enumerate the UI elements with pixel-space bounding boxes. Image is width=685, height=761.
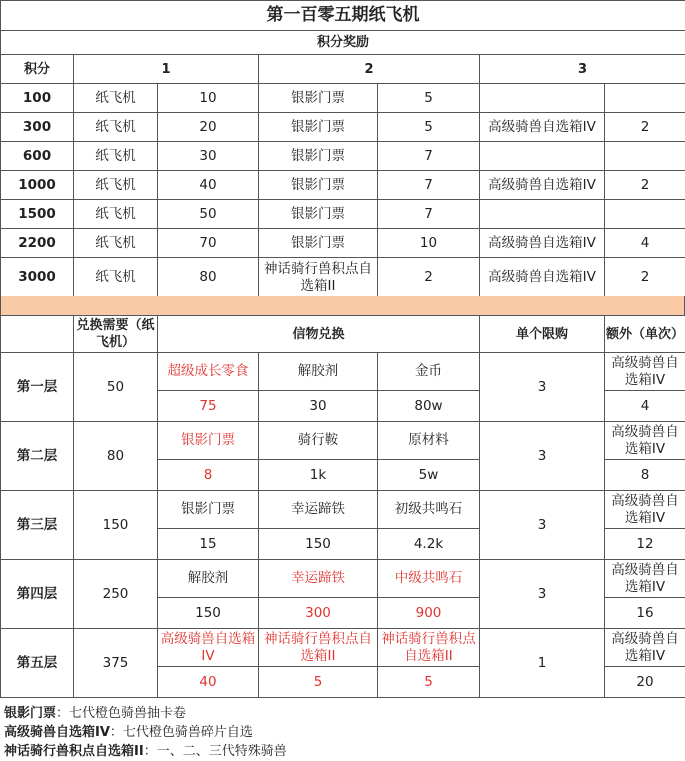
reward-qty-3: 2: [605, 113, 685, 142]
reward-qty-2: 2: [378, 258, 480, 298]
exchange-item-name: 骑行鞍: [259, 422, 378, 460]
reward-row: [1, 200, 685, 229]
layer-row: [1, 422, 685, 460]
glossary-term: 银影门票: [4, 706, 57, 721]
glossary-desc: ：一、二、三代特殊骑兽: [143, 744, 287, 759]
layer-column-header: [1, 316, 74, 353]
reward-qty-3: 2: [605, 171, 685, 200]
exchange-item-qty: 4.2k: [378, 529, 480, 560]
layer-extra-qty: 12: [605, 529, 685, 560]
reward-row: [1, 258, 685, 298]
section-divider-band: [0, 296, 685, 315]
reward-item-3: 高级骑兽自选箱IV: [480, 171, 605, 200]
need-column-header: 兑换需要（纸飞机）: [74, 316, 158, 353]
points-cell: 600: [1, 142, 74, 171]
glossary-note: [0, 723, 685, 742]
layer-name: 第四层: [1, 560, 74, 629]
exchange-item-name: 幸运蹄铁: [259, 491, 378, 529]
exchange-item-name: 幸运蹄铁: [259, 560, 378, 598]
layer-extra-item: 高级骑兽自选箱IV: [605, 422, 685, 460]
reward-qty-2: 5: [378, 113, 480, 142]
reward-qty-1: 80: [158, 258, 259, 298]
reward-qty-2: 10: [378, 229, 480, 258]
reward-qty-3: [605, 200, 685, 229]
points-cell: 3000: [1, 258, 74, 298]
points-cell: 2200: [1, 229, 74, 258]
glossary-desc: ：七代橙色骑兽抽卡卷: [56, 706, 187, 721]
layer-extra-item: 高级骑兽自选箱IV: [605, 353, 685, 391]
glossary-term: 高级骑兽自选箱IV: [4, 725, 110, 740]
reward-qty-1: 40: [158, 171, 259, 200]
exchange-item-name: 神话骑行兽积点自选箱II: [259, 629, 378, 667]
exchange-item-name: 解胶剂: [158, 560, 259, 598]
layer-extra-qty: 4: [605, 391, 685, 422]
reward-item-1: 纸飞机: [74, 113, 158, 142]
exchange-item-qty: 5: [378, 667, 480, 698]
reward-item-2: 银影门票: [259, 200, 378, 229]
reward-qty-3: 2: [605, 258, 685, 298]
glossary-desc: ：七代橙色骑兽碎片自选: [109, 725, 253, 740]
limit-column-header: 单个限购: [480, 316, 605, 353]
reward-item-3: 高级骑兽自选箱IV: [480, 229, 605, 258]
reward-item-1: 纸飞机: [74, 171, 158, 200]
exchange-table: [0, 315, 685, 698]
reward-group-header-2: 2: [259, 55, 480, 84]
reward-item-2: 银影门票: [259, 84, 378, 113]
reward-group-header-1: 1: [74, 55, 259, 84]
points-column-header: 积分: [1, 55, 74, 84]
reward-qty-1: 70: [158, 229, 259, 258]
exchange-item-qty: 150: [158, 598, 259, 629]
layer-row: [1, 353, 685, 391]
layer-limit: 1: [480, 629, 605, 698]
layer-need: 250: [74, 560, 158, 629]
reward-row: [1, 84, 685, 113]
exchange-item-qty: 300: [259, 598, 378, 629]
exchange-item-name: 神话骑行兽积点自选箱II: [378, 629, 480, 667]
reward-qty-2: 7: [378, 200, 480, 229]
reward-qty-3: [605, 84, 685, 113]
reward-row: [1, 229, 685, 258]
exchange-item-qty: 5w: [378, 460, 480, 491]
reward-qty-1: 10: [158, 84, 259, 113]
reward-item-2: 神话骑行兽积点自选箱II: [259, 258, 378, 298]
reward-qty-2: 5: [378, 84, 480, 113]
layer-extra-item: 高级骑兽自选箱IV: [605, 629, 685, 667]
layer-need: 150: [74, 491, 158, 560]
exchange-item-qty: 80w: [378, 391, 480, 422]
layer-limit: 3: [480, 491, 605, 560]
layer-extra-item: 高级骑兽自选箱IV: [605, 560, 685, 598]
layer-name: 第五层: [1, 629, 74, 698]
layer-need: 80: [74, 422, 158, 491]
reward-qty-1: 50: [158, 200, 259, 229]
layer-limit: 3: [480, 422, 605, 491]
layer-need: 50: [74, 353, 158, 422]
reward-item-2: 银影门票: [259, 142, 378, 171]
exchange-item-qty: 40: [158, 667, 259, 698]
exchange-item-qty: 1k: [259, 460, 378, 491]
exchange-item-name: 初级共鸣石: [378, 491, 480, 529]
reward-row: [1, 171, 685, 200]
layer-row: [1, 629, 685, 667]
layer-name: 第一层: [1, 353, 74, 422]
layer-extra-qty: 20: [605, 667, 685, 698]
points-cell: 300: [1, 113, 74, 142]
glossary-notes: [0, 704, 685, 761]
reward-section-heading: 积分奖励: [1, 31, 685, 55]
layer-extra-qty: 16: [605, 598, 685, 629]
reward-group-header-3: 3: [480, 55, 685, 84]
reward-item-1: 纸飞机: [74, 200, 158, 229]
layer-extra-qty: 8: [605, 460, 685, 491]
items-column-header: 信物兑换: [158, 316, 480, 353]
reward-item-3: 高级骑兽自选箱IV: [480, 258, 605, 298]
points-cell: 100: [1, 84, 74, 113]
reward-item-3: 高级骑兽自选箱IV: [480, 113, 605, 142]
exchange-item-qty: 75: [158, 391, 259, 422]
reward-item-2: 银影门票: [259, 113, 378, 142]
layer-name: 第三层: [1, 491, 74, 560]
reward-qty-3: 4: [605, 229, 685, 258]
layer-limit: 3: [480, 353, 605, 422]
exchange-item-qty: 150: [259, 529, 378, 560]
exchange-item-qty: 900: [378, 598, 480, 629]
points-cell: 1500: [1, 200, 74, 229]
exchange-item-name: 高级骑兽自选箱IV: [158, 629, 259, 667]
reward-qty-1: 20: [158, 113, 259, 142]
reward-item-1: 纸飞机: [74, 84, 158, 113]
glossary-note: [0, 742, 685, 761]
layer-row: [1, 491, 685, 529]
reward-qty-1: 30: [158, 142, 259, 171]
glossary-note: [0, 704, 685, 723]
points-cell: 1000: [1, 171, 74, 200]
reward-item-1: 纸飞机: [74, 229, 158, 258]
exchange-item-name: 中级共鸣石: [378, 560, 480, 598]
extra-column-header: 额外（单次）: [605, 316, 685, 353]
exchange-item-name: 银影门票: [158, 422, 259, 460]
layer-row: [1, 560, 685, 598]
reward-item-3: [480, 200, 605, 229]
exchange-item-name: 银影门票: [158, 491, 259, 529]
reward-qty-3: [605, 142, 685, 171]
exchange-item-qty: 15: [158, 529, 259, 560]
layer-need: 375: [74, 629, 158, 698]
exchange-item-qty: 30: [259, 391, 378, 422]
reward-qty-2: 7: [378, 142, 480, 171]
reward-item-1: 纸飞机: [74, 258, 158, 298]
exchange-item-name: 超级成长零食: [158, 353, 259, 391]
exchange-item-name: 原材料: [378, 422, 480, 460]
page-title: 第一百零五期纸飞机: [1, 1, 685, 31]
exchange-item-name: 解胶剂: [259, 353, 378, 391]
layer-extra-item: 高级骑兽自选箱IV: [605, 491, 685, 529]
exchange-item-name: 金币: [378, 353, 480, 391]
reward-item-2: 银影门票: [259, 229, 378, 258]
reward-item-3: [480, 84, 605, 113]
reward-item-1: 纸飞机: [74, 142, 158, 171]
points-reward-table: [0, 0, 685, 298]
layer-limit: 3: [480, 560, 605, 629]
reward-qty-2: 7: [378, 171, 480, 200]
exchange-item-qty: 8: [158, 460, 259, 491]
exchange-item-qty: 5: [259, 667, 378, 698]
glossary-term: 神话骑行兽积点自选箱II: [4, 744, 144, 759]
reward-item-3: [480, 142, 605, 171]
reward-row: [1, 142, 685, 171]
layer-name: 第二层: [1, 422, 74, 491]
reward-item-2: 银影门票: [259, 171, 378, 200]
reward-row: [1, 113, 685, 142]
